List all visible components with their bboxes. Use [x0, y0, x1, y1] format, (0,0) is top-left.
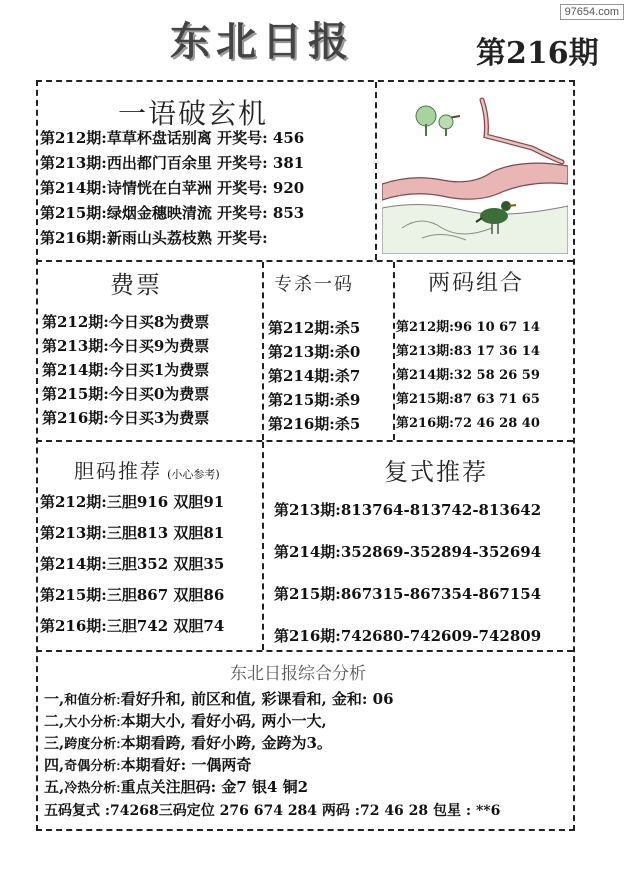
- fushi-row: 第216期:742680-742609-742809: [274, 627, 542, 645]
- kill-row: 第216期:杀5: [268, 415, 361, 433]
- fushi-row: 第213期:813764-813742-813642: [274, 501, 542, 519]
- fei-row: 第212期:今日买8为费票: [42, 313, 210, 331]
- dan-row: 第216期:三胆742 双胆74: [40, 617, 225, 635]
- kill-row: 第214期:杀7: [268, 367, 361, 385]
- combo-row: 第214期:32 58 26 59: [396, 368, 540, 383]
- dan-row: 第213期:三胆813 双胆81: [40, 524, 225, 542]
- analysis-list: [44, 688, 394, 798]
- kill-list: [268, 321, 360, 441]
- fei-row: 第216期:今日买3为费票: [42, 409, 210, 427]
- dan-note: (小心参考): [167, 468, 220, 481]
- analysis-footer: 五码复式 :74268三码定位 276 674 284 两码 :72 46 28 包星 : **6: [44, 803, 501, 819]
- fei-row: 第214期:今日买1为费票: [42, 361, 210, 379]
- dan-row: 第214期:三胆352 双胆35: [40, 555, 225, 573]
- divider-riddle-image: [375, 82, 377, 260]
- divider-dan-fushi: [262, 442, 264, 650]
- combo-row: 第212期:96 10 67 14: [396, 320, 540, 335]
- analysis-row: 四,奇偶分析:本期看好: 一偶两奇: [44, 756, 252, 774]
- kill-row: 第213期:杀0: [268, 343, 361, 361]
- fei-title: 费票: [110, 271, 162, 299]
- fei-list: [42, 315, 209, 435]
- combo-row: 第216期:72 46 28 40: [396, 416, 540, 431]
- dan-title: 胆码推荐: [74, 459, 162, 483]
- analysis-title: 东北日报综合分析: [230, 664, 366, 684]
- issue-number: 第216期: [476, 36, 599, 71]
- fushi-row: 第214期:352869-352894-352694: [274, 543, 542, 561]
- combo-list: [396, 321, 540, 441]
- fei-row: 第215期:今日买0为费票: [42, 385, 210, 403]
- fushi-title: 复式推荐: [384, 458, 488, 486]
- riddle-row: 第213期:西出都门百余里 开奖号: 381: [40, 154, 305, 172]
- masthead-title: 东北日报: [170, 18, 354, 65]
- kill-title: 专杀一码: [274, 274, 354, 295]
- landscape-illustration: [382, 88, 568, 254]
- analysis-row: 三,跨度分析:本期看跨, 看好小跨, 金跨为3。: [44, 734, 332, 752]
- dan-list: [40, 495, 224, 650]
- fushi-row: 第215期:867315-867354-867154: [274, 585, 542, 603]
- combo-title: 两码组合: [428, 271, 525, 296]
- fei-row: 第213期:今日买9为费票: [42, 337, 210, 355]
- analysis-row: 二,大小分析:本期大小, 看好小码, 两小一大,: [44, 712, 327, 730]
- dan-row: 第212期:三胆916 双胆91: [40, 493, 225, 511]
- kill-row: 第212期:杀5: [268, 319, 361, 337]
- riddle-row: 第214期:诗情恍在白苹洲 开奖号: 920: [40, 179, 305, 197]
- dan-row: 第215期:三胆867 双胆86: [40, 586, 225, 604]
- riddle-row: 第215期:绿烟金穗映清流 开奖号: 853: [40, 204, 305, 222]
- dan-header: [74, 455, 220, 484]
- divider-kill-combo: [393, 262, 395, 440]
- riddle-row: 第212期:草草杯盘话别离 开奖号: 456: [40, 129, 305, 147]
- combo-row: 第215期:87 63 71 65: [396, 392, 540, 407]
- site-watermark[interactable]: 97654.com: [560, 4, 624, 20]
- fushi-list: [274, 503, 541, 671]
- riddle-title: 一语破玄机: [118, 97, 269, 130]
- riddle-row: 第216期:新雨山头荔枝熟 开奖号:: [40, 229, 268, 247]
- kill-row: 第215期:杀9: [268, 391, 361, 409]
- combo-row: 第213期:83 17 36 14: [396, 344, 540, 359]
- divider-row1: [36, 260, 573, 262]
- riddle-list: [40, 131, 304, 256]
- analysis-row: 一,和值分析:看好升和, 前区和值, 彩课看和, 金和: 06: [44, 690, 394, 708]
- divider-fei-kill: [262, 262, 264, 440]
- analysis-row: 五,冷热分析:重点关注胆码: 金7 银4 铜2: [44, 778, 309, 796]
